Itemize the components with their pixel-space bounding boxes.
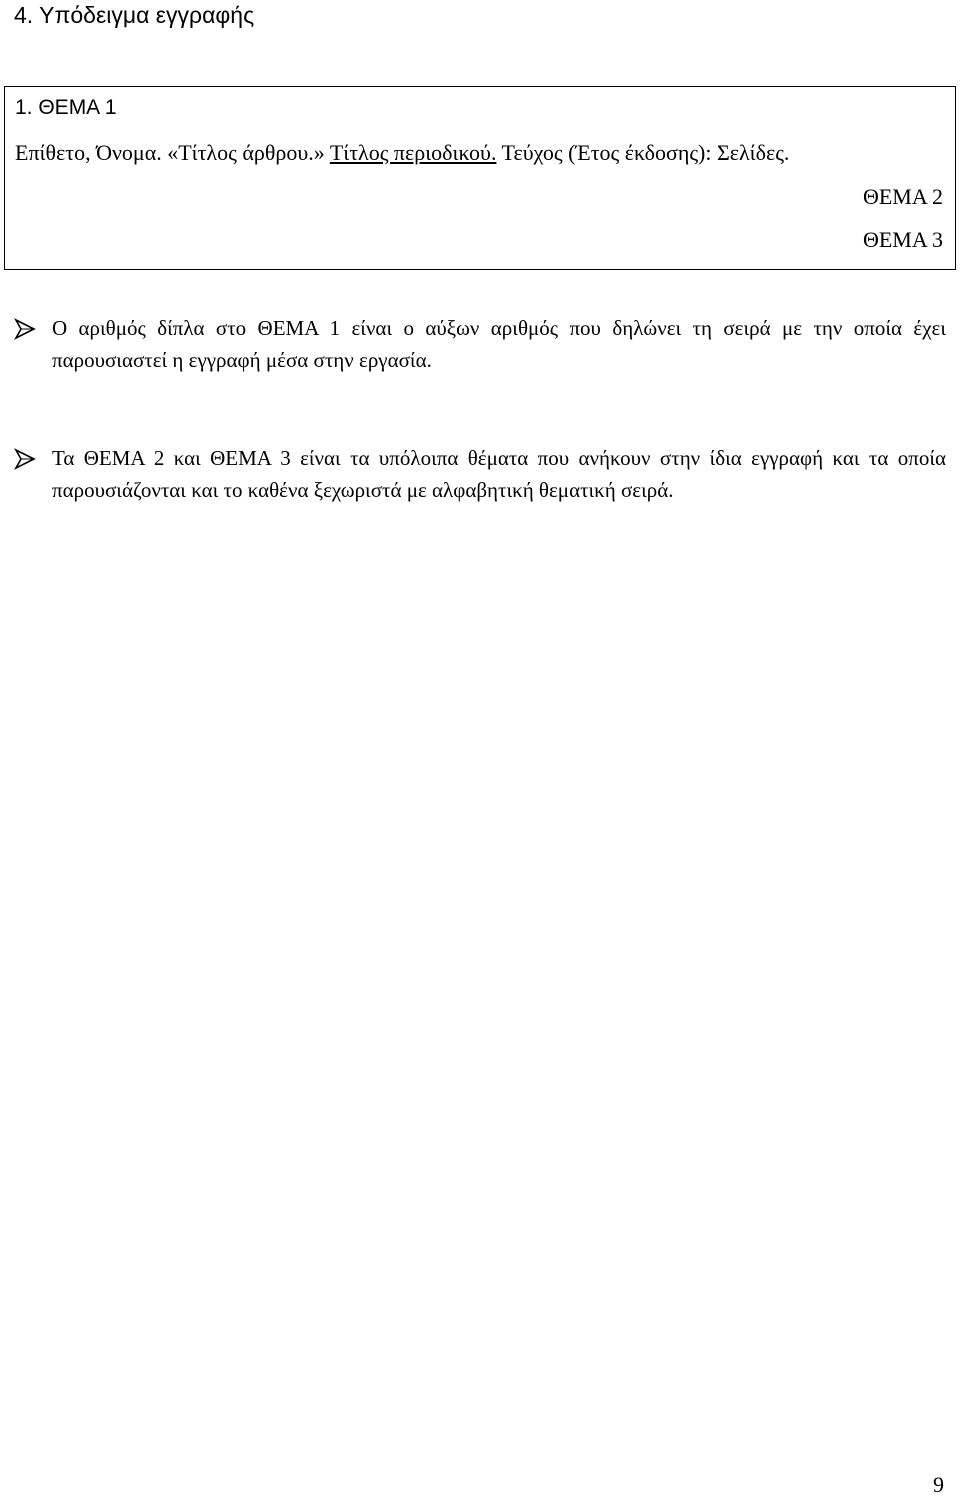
theme-2-line: ΘΕΜΑ 2 (862, 184, 943, 209)
arrow-bullet-icon (14, 448, 36, 470)
entry-template-box (4, 86, 956, 270)
citation-line (15, 138, 789, 168)
citation-journal: Τίτλος περιοδικού. (329, 140, 497, 165)
arrow-bullet-icon (14, 318, 36, 340)
page-number: 9 (933, 1472, 944, 1497)
list-item (14, 312, 946, 376)
citation-prefix: Επίθετο, Όνομα. «Τίτλος άρθρου.» (15, 140, 330, 165)
citation-suffix: Τεύχος (Έτος έκδοσης): Σελίδες. (496, 140, 790, 165)
list-item (14, 442, 946, 506)
entry-title: 1. ΘΕΜΑ 1 (15, 96, 117, 119)
theme-3-line: ΘΕΜΑ 3 (862, 227, 943, 252)
section-heading: 4. Υπόδειγμα εγγραφής (14, 2, 255, 28)
bullet-text: Ο αριθμός δίπλα στο ΘΕΜΑ 1 είναι ο αύξων αριθμός που δηλώνει τη σειρά με την οποία έχει παρουσιαστεί η εγγραφή μέσα στην εργασία. (52, 316, 946, 372)
bullet-text: Τα ΘΕΜΑ 2 και ΘΕΜΑ 3 είναι τα υπόλοιπα θέματα που ανήκουν στην ίδια εγγραφή και τα οποία παρουσιάζονται και το καθένα ξεχωριστά με αλφαβητική θεματική σειρά. (52, 446, 946, 502)
